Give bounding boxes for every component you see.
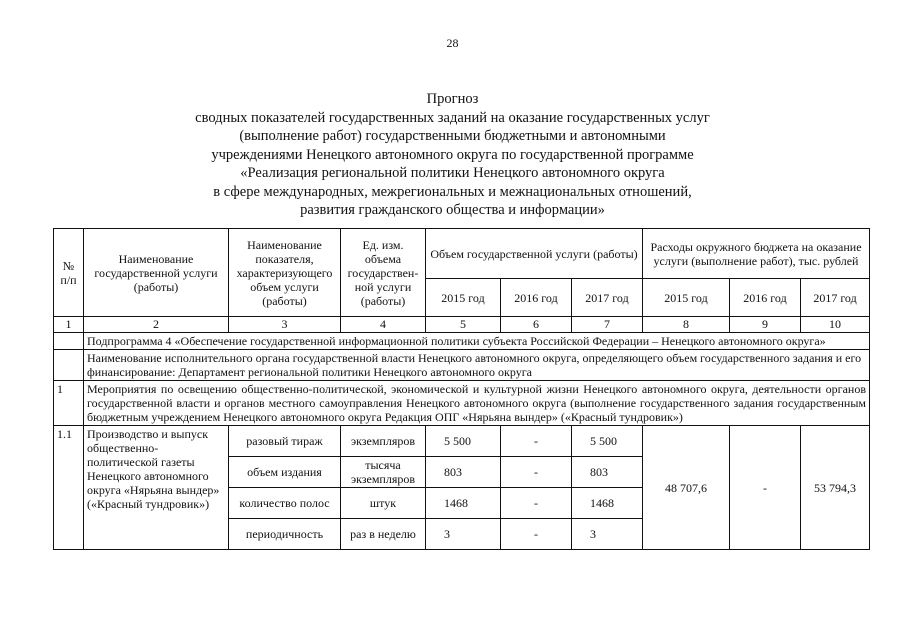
expenses-2016: - <box>730 426 801 550</box>
volume-2015: 3 <box>426 519 501 550</box>
header-year-volume-2015: 2015 год <box>426 279 501 317</box>
column-number: 10 <box>801 317 870 333</box>
volume-2015: 803 <box>426 457 501 488</box>
indicator-unit: раз в неделю <box>341 519 426 550</box>
indicator-unit: тысяча экземпляров <box>341 457 426 488</box>
header-volume-group: Объем государственной услуги (работы) <box>426 229 643 279</box>
indicator-name: количество полос <box>229 488 341 519</box>
subprogram-title: Подпрограмма 4 «Обеспечение государственной информационной политики субъекта Российской Федерации – Ненецкого автономного округа» <box>84 333 870 350</box>
service-num: 1.1 <box>54 426 84 550</box>
volume-2017: 3 <box>572 519 643 550</box>
volume-2015: 1468 <box>426 488 501 519</box>
title-line: в сфере международных, межрегиональных и межнациональных отношений, <box>213 183 692 200</box>
header-year-expenses-2015: 2015 год <box>643 279 730 317</box>
header-service-name: Наименование государственной услуги (работы) <box>84 229 229 317</box>
indicator-name: периодичность <box>229 519 341 550</box>
volume-2016: - <box>501 426 572 457</box>
column-number: 2 <box>84 317 229 333</box>
title-line: сводных показателей государственных заданий на оказание государственных услуг <box>195 109 710 126</box>
header-year-expenses-2016: 2016 год <box>730 279 801 317</box>
empty-cell <box>54 350 84 381</box>
column-number: 3 <box>229 317 341 333</box>
document-title <box>0 90 905 220</box>
indicator-unit: штук <box>341 488 426 519</box>
page-number: 28 <box>446 36 459 50</box>
activity-num: 1 <box>54 381 84 426</box>
column-number: 4 <box>341 317 426 333</box>
title-line: развития гражданского общества и информации» <box>300 202 605 218</box>
volume-2017: 1468 <box>572 488 643 519</box>
column-number: 7 <box>572 317 643 333</box>
empty-cell <box>54 333 84 350</box>
title-line: (выполнение работ) государственными бюджетными и автономными <box>239 128 666 144</box>
volume-2016: - <box>501 457 572 488</box>
column-number: 6 <box>501 317 572 333</box>
forecast-table <box>53 228 870 550</box>
executive-body: Наименование исполнительного органа государственной власти Ненецкого автономного округа, определяющего объем государственного задания и его финансирование: Департамент региональной политики Ненецкого автономного округа <box>84 350 870 381</box>
service-name: Производство и выпуск общественно-политической газеты Ненецкого автономного округа «Нярьяна вындер» («Красный тундровик») <box>84 426 229 550</box>
indicator-name: разовый тираж <box>229 426 341 457</box>
activity-description: Мероприятия по освещению общественно-политической, экономической и культурной жизни Ненецкого автономного округа, деятельности органов государственной власти и органов местного самоуправления Ненецкого автономного округа (выполнение государственного задания государственным бюджетным учреждением Ненецкого автономного округа Редакция ОПГ «Нярьяна вындер» («Красный тундровик») <box>84 381 870 426</box>
expenses-2015: 48 707,6 <box>643 426 730 550</box>
column-number: 1 <box>54 317 84 333</box>
header-year-volume-2016: 2016 год <box>501 279 572 317</box>
indicator-name: объем издания <box>229 457 341 488</box>
title-line: Прогноз <box>426 91 479 107</box>
volume-2017: 5 500 <box>572 426 643 457</box>
header-indicator-name: Наименование показателя, характеризующего объем услуги (работы) <box>229 229 341 317</box>
volume-2016: - <box>501 519 572 550</box>
header-year-expenses-2017: 2017 год <box>801 279 870 317</box>
column-number: 8 <box>643 317 730 333</box>
header-year-volume-2017: 2017 год <box>572 279 643 317</box>
column-number: 5 <box>426 317 501 333</box>
volume-2015: 5 500 <box>426 426 501 457</box>
header-num: № п/п <box>54 229 84 317</box>
column-number: 9 <box>730 317 801 333</box>
volume-2017: 803 <box>572 457 643 488</box>
indicator-unit: экземпляров <box>341 426 426 457</box>
volume-2016: - <box>501 488 572 519</box>
header-unit: Ед. изм. объема государствен-ной услуги (работы) <box>341 229 426 317</box>
title-line: «Реализация региональной политики Ненецкого автономного округа <box>240 165 665 181</box>
title-line: учреждениями Ненецкого автономного округа по государственной программе <box>211 146 694 163</box>
header-expenses-group: Расходы окружного бюджета на оказание услуги (выполнение работ), тыс. рублей <box>643 229 870 279</box>
expenses-2017: 53 794,3 <box>801 426 870 550</box>
